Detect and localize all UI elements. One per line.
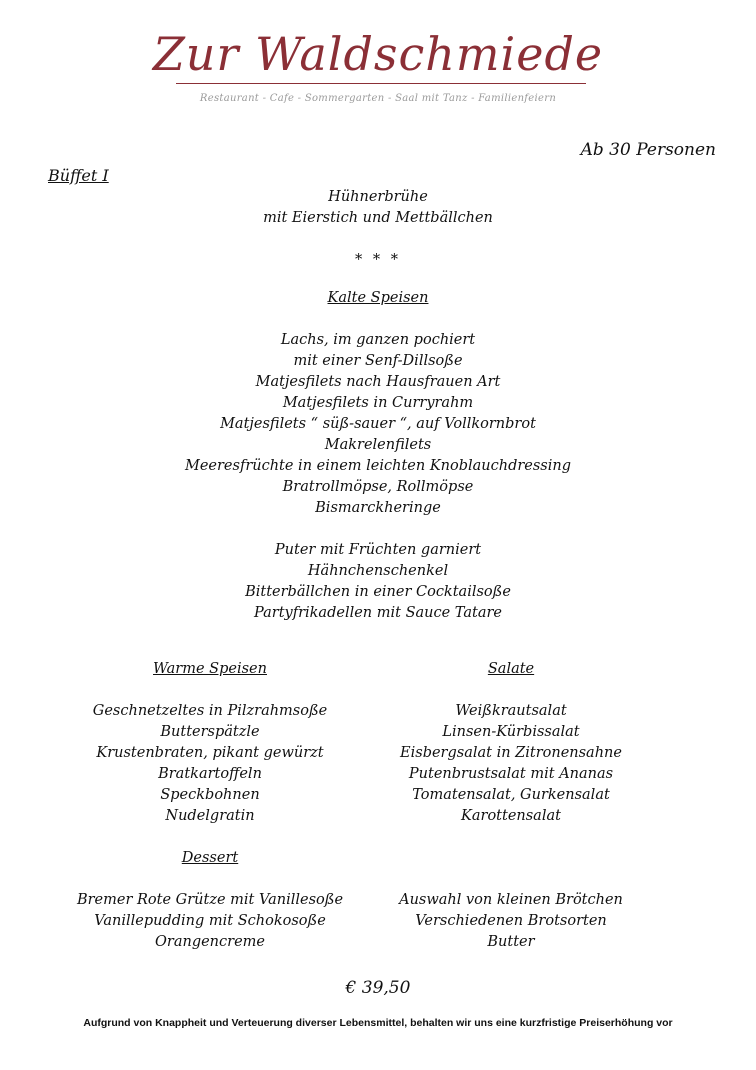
soup-line: mit Eierstich und Mettbällchen — [263, 210, 493, 226]
menu-item: Matjesfilets in Curryrahm — [282, 395, 474, 411]
menu-item: Speckbohnen — [160, 787, 260, 803]
logo-divider — [176, 83, 586, 84]
menu-item: Weißkrautsalat — [455, 703, 567, 719]
menu-item: Orangencreme — [155, 934, 265, 950]
menu-item: Vanillepudding mit Schokosoße — [94, 913, 326, 929]
dessert-heading: Dessert — [181, 850, 239, 866]
kalte-speisen-section — [0, 288, 756, 624]
menu-item: Karottensalat — [461, 808, 561, 824]
menu-item: Hähnchenschenkel — [307, 563, 449, 579]
menu-item: Bremer Rote Grütze mit Vanillesoße — [76, 892, 344, 908]
menu-item: Partyfrikadellen mit Sauce Tatare — [254, 605, 502, 621]
warme-speisen-heading: Warme Speisen — [153, 661, 267, 677]
menu-item: Makrelenfilets — [324, 437, 432, 453]
separator-stars: * * * — [355, 252, 401, 268]
menu-item: Bismarckheringe — [315, 500, 441, 516]
restaurant-logo-title: Zur Waldschmiede — [152, 27, 604, 81]
menu-item: Meeresfrüchte in einem leichten Knoblauchdressing — [184, 458, 572, 474]
menu-item: Putenbrustsalat mit Ananas — [408, 766, 614, 782]
persons-label: Ab 30 Personen — [580, 140, 716, 160]
menu-item: Butterspätzle — [160, 724, 260, 740]
salate-heading: Salate — [487, 661, 535, 677]
menu-item: Bitterbällchen in einer Cocktailsoße — [245, 584, 511, 600]
menu-item: Krustenbraten, pikant gewürzt — [96, 745, 324, 761]
menu-item: mit einer Senf-Dillsoße — [293, 353, 463, 369]
menu-item: Eisbergsalat in Zitronensahne — [400, 745, 622, 761]
menu-item: Nudelgratin — [165, 808, 255, 824]
warme-speisen-section — [40, 659, 380, 827]
kalte-speisen-heading: Kalte Speisen — [327, 290, 429, 306]
menu-item: Butter — [487, 934, 535, 950]
menu-item: Tomatensalat, Gurkensalat — [412, 787, 610, 803]
buffet-price: € 39,50 — [345, 978, 411, 998]
menu-item: Bratrollmöpse, Rollmöpse — [282, 479, 474, 495]
menu-item: Verschiedenen Brotsorten — [415, 913, 607, 929]
buffet-title: Büffet I — [48, 166, 109, 185]
bread-section — [370, 890, 652, 953]
soup-line: Hühnerbrühe — [328, 189, 428, 205]
menu-item: Puter mit Früchten garniert — [274, 542, 482, 558]
menu-item: Lachs, im ganzen pochiert — [280, 332, 476, 348]
menu-item: Matjesfilets “ süß-sauer “, auf Vollkornbrot — [220, 416, 536, 432]
restaurant-logo-subtitle: Restaurant - Cafe - Sommergarten - Saal mit Tanz - Familienfeiern — [199, 93, 557, 104]
menu-item: Linsen-Kürbissalat — [442, 724, 580, 740]
menu-item: Bratkartoffeln — [158, 766, 262, 782]
menu-item: Matjesfilets nach Hausfrauen Art — [255, 374, 501, 390]
price-increase-note: Aufgrund von Knappheit und Verteuerung diverser Lebensmittel, behalten wir uns eine kurzfristige Preiserhöhung vor — [83, 1017, 673, 1029]
menu-item: Auswahl von kleinen Brötchen — [399, 892, 623, 908]
soup-section — [0, 187, 756, 271]
salate-section — [370, 659, 652, 827]
menu-item: Geschnetzeltes in Pilzrahmsoße — [92, 703, 328, 719]
dessert-section — [38, 848, 382, 953]
